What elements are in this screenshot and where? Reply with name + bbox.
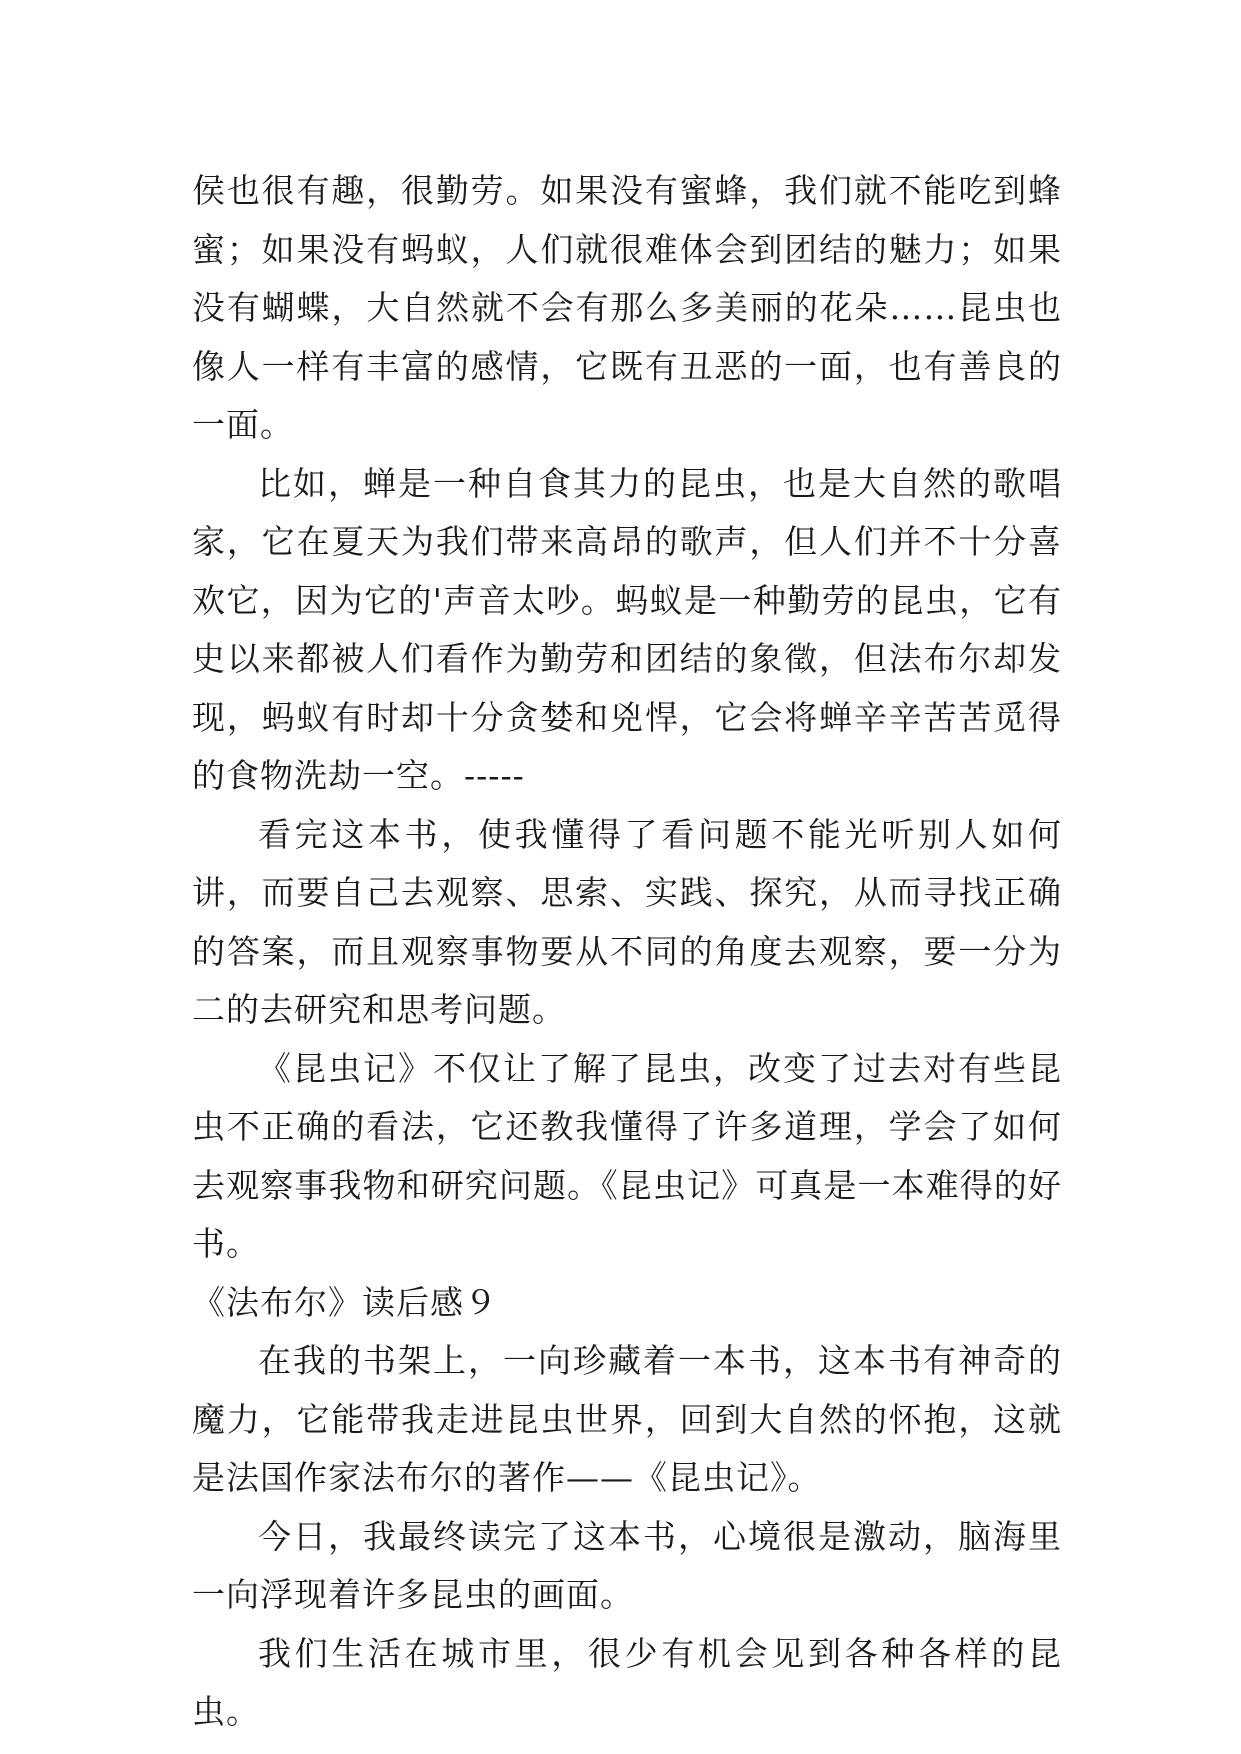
paragraph-bookshelf: 在我的书架上，一向珍藏着一本书，这本书有神奇的魔力，它能带我走进昆虫世界，回到大自然的怀抱，这就是法国作家法布尔的著作——《昆虫记》。 [192, 1341, 1062, 1497]
document-body [192, 162, 1062, 1742]
paragraph-lesson: 看完这本书，使我懂得了看问题不能光听别人如何讲，而要自己去观察、思索、实践、探究，从而寻找正确的答案，而且观察事物要从不同的角度去观察，要一分为二的去研究和思考问题。 [192, 814, 1062, 1029]
section-heading: 《法布尔》读后感９ [192, 1282, 498, 1322]
paragraph-continuation: 侯也很有趣，很勤劳。如果没有蜜蜂，我们就不能吃到蜂蜜；如果没有蚂蚁，人们就很难体会到团结的魅力；如果没有蝴蝶，大自然就不会有那么多美丽的花朵……昆虫也像人一样有丰富的感情，它既有丑恶的一面，也有善良的一面。 [192, 171, 1062, 444]
paragraph-conclusion: 《昆虫记》不仅让了解了昆虫，改变了过去对有些昆虫不正确的看法，它还教我懂得了许多道理，学会了如何去观察事我物和研究问题。《昆虫记》可真是一本难得的好书。 [192, 1048, 1062, 1263]
paragraph-city-life: 我们生活在城市里，很少有机会见到各种各样的昆虫。 [192, 1633, 1062, 1731]
paragraph-finished-reading: 今日，我最终读完了这本书，心境很是激动，脑海里一向浮现着许多昆虫的画面。 [192, 1516, 1062, 1614]
paragraph-cicada-ant: 比如，蝉是一种自食其力的昆虫，也是大自然的歌唱家，它在夏天为我们带来高昂的歌声，但人们并不十分喜欢它，因为它的'声音太吵。蚂蚁是一种勤劳的昆虫，它有史以来都被人们看作为勤劳和团结的象徵，但法布尔却发现，蚂蚁有时却十分贪婪和兇悍，它会将蝉辛辛苦苦觅得的食物洗劫一空。----- [192, 463, 1062, 795]
